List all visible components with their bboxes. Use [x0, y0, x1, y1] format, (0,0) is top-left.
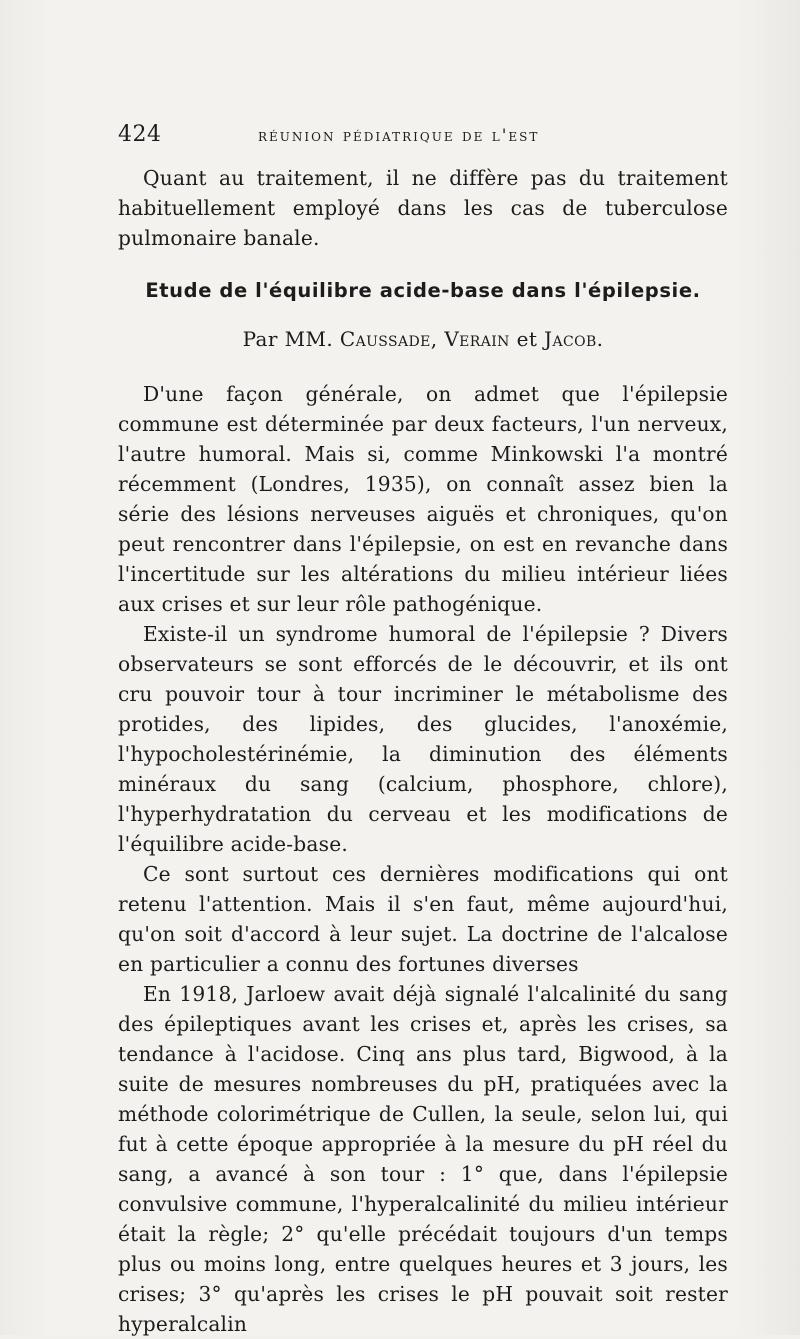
authors-prefix: Par MM. — [242, 327, 334, 351]
page-header — [118, 122, 728, 156]
body-paragraph-2: Existe-il un syndrome humoral de l'épilepsie ? Divers observateurs se sont efforcés de le découvrir, et ils ont cru pouvoir tour à tour incriminer le métabolisme des protides, des lipides, des glucides, l'anoxémie, l'hypocholestérinémie, la diminution des éléments minéraux du sang (calcium, phosphore, chlore), l'hyperhydratation du cerveau et les modifications de l'équilibre acide-base. — [118, 622, 728, 856]
author-jacob: Jacob. — [544, 327, 604, 351]
body-paragraph-1: D'une façon générale, on admet que l'épilepsie commune est déterminée par deux facteurs, l'un nerveux, l'autre humoral. Mais si, comme Minkowski l'a montré récemment (Londres, 1935), on connaît assez bien la série des lésions nerveuses aiguës et chroniques, qu'on peut rencontrer dans l'épilepsie, on est en revanche dans l'incertitude sur les altérations du milieu intérieur liées aux crises et sur leur rôle pathogénique. — [118, 382, 728, 616]
page-number: 424 — [118, 122, 162, 147]
body-paragraph-4: En 1918, Jarloew avait déjà signalé l'alcalinité du sang des épileptiques avant les crises et, après les crises, sa tendance à l'acidose. Cinq ans plus tard, Bigwood, à la suite de mesures nombreuses du pH, pratiquées avec la méthode colorimétrique de Cullen, la seule, selon lui, qui fut à cette époque appropriée à la mesure du pH réel du sang, a avancé à son tour : 1° que, dans l'épilepsie convulsive commune, l'hyperalcalinité du milieu intérieur était la règle; 2° qu'elle précédait toujours d'un temps plus ou moins long, entre quelques heures et 3 jours, les crises; 3° qu'après les crises le pH pouvait soit rester hyperalcalin — [118, 982, 728, 1336]
running-head: réunion pédiatrique de l'est — [258, 126, 540, 146]
body-paragraph-3: Ce sont surtout ces dernières modifications qui ont retenu l'attention. Mais il s'en faut, même aujourd'hui, qu'on soit d'accord à leur sujet. La doctrine de l'alcalose en particulier a connu des fortunes diverses — [118, 862, 728, 976]
author-verain: Verain — [444, 327, 510, 351]
article-title: Etude de l'équilibre acide-base dans l'épilepsie. — [145, 279, 701, 302]
top-paragraph: Quant au traitement, il ne diffère pas du traitement habituellement employé dans les cas de tuberculose pulmonaire banale. — [118, 166, 728, 250]
article-body — [118, 379, 728, 1339]
author-caussade: Caussade, — [339, 327, 438, 351]
authors-conjunction: et — [516, 327, 538, 351]
top-text-block — [118, 163, 728, 253]
article-authors — [118, 327, 728, 351]
